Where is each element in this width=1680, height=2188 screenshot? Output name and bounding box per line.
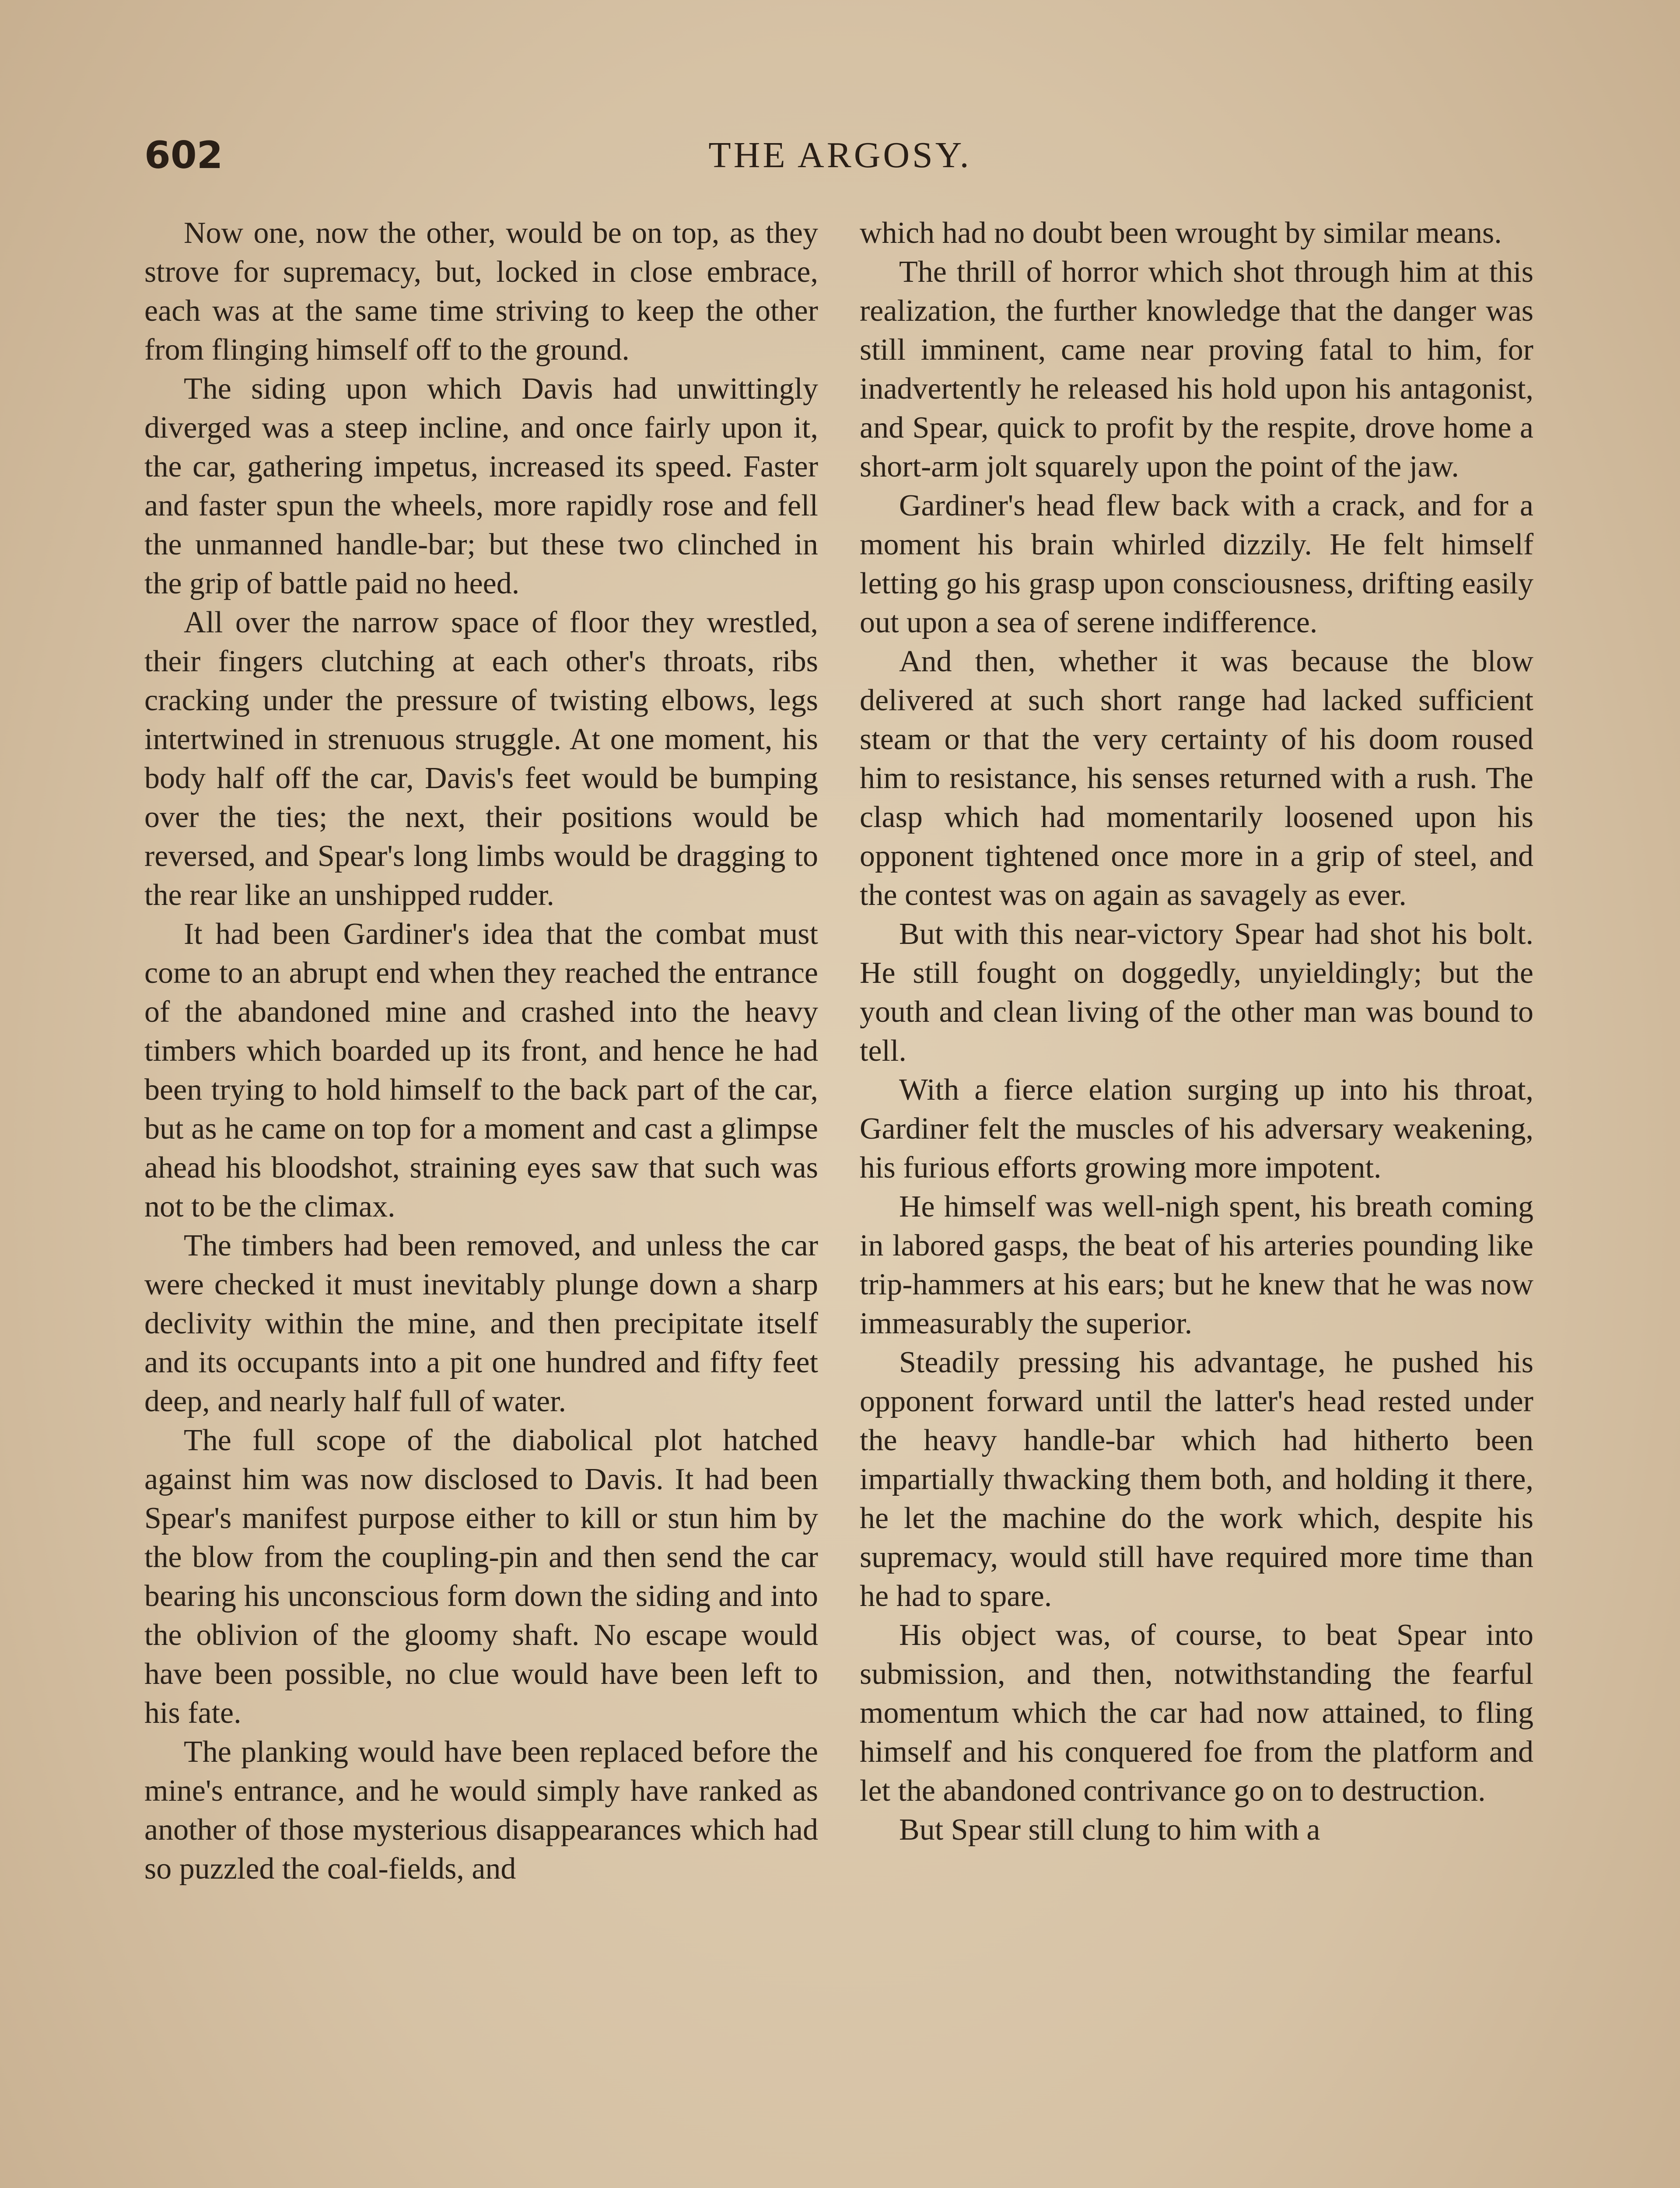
paragraph: Steadily pressing his advantage, he pushed his opponent forward until the latter's head rested under the heavy handle-bar which had hitherto been impartially thwacking them both, and holding it there, he let the machine do the work which, despite his supremacy, would still have required more time than he had to spare. [860, 1346, 1533, 1613]
paragraph: And then, whether it was because the blow delivered at such short range had lacked sufficient steam or that the very certainty of his doom roused him to resistance, his senses returned with a rush. The clasp which had momentarily loosened upon his opponent tightened once more in a grip of steel, and the contest was on again as savagely as ever. [860, 645, 1533, 912]
paragraph: He himself was well-nigh spent, his breath coming in labored gasps, the beat of his arteries pounding like trip-hammers at his ears; but he knew that he was now immeasurably the superior. [860, 1190, 1533, 1340]
page-number: 602 [144, 133, 223, 177]
paragraph: But with this near-victory Spear had shot his bolt. He still fought on doggedly, unyieldingly; but the youth and clean living of the other man was bound to tell. [860, 917, 1533, 1068]
right-column [860, 214, 1533, 1849]
paragraph: All over the narrow space of floor they wrestled, their fingers clutching at each other's throats, ribs cracking under the pressure of twisting elbows, legs intertwined in strenuous struggle. At one moment, his body half off the car, Davis's feet would be bumping over the ties; the next, their positions would be reversed, and Spear's long limbs would be dragging to the rear like an unshipped rudder. [144, 606, 818, 912]
paragraph: With a fierce elation surging up into his throat, Gardiner felt the muscles of his adversary weakening, his furious efforts growing more impotent. [860, 1073, 1533, 1185]
left-column [144, 214, 818, 1888]
paragraph: Now one, now the other, would be on top, as they strove for supremacy, but, locked in close embrace, each was at the same time striving to keep the other from flinging himself off to the ground. [144, 216, 818, 367]
paragraph: Gardiner's head flew back with a crack, and for a moment his brain whirled dizzily. He felt himself letting go his grasp upon consciousness, drifting easily out upon a sea of serene indifference. [860, 489, 1533, 639]
paragraph: The timbers had been removed, and unless the car were checked it must inevitably plunge down a sharp declivity within the mine, and then precipitate itself and its occupants into a pit one hundred and fifty feet deep, and nearly half full of water. [144, 1229, 818, 1418]
paragraph: His object was, of course, to beat Spear into submission, and then, notwithstanding the fearful momentum which the car had now attained, to fling himself and his conquered foe from the platform and let the abandoned contrivance go on to destruction. [860, 1618, 1533, 1808]
page-header [144, 131, 1536, 184]
paragraph: But Spear still clung to him with a [899, 1813, 1320, 1847]
paragraph: It had been Gardiner's idea that the combat must come to an abrupt end when they reached the entrance of the abandoned mine and crashed into the heavy timbers which boarded up its front, and hence he had been trying to hold himself to the back part of the car, but as he came on top for a moment and cast a glimpse ahead his bloodshot, straining eyes saw that such was not to be the climax. [144, 917, 818, 1224]
paragraph: The thrill of horror which shot through him at this realization, the further knowledge that the danger was still imminent, came near proving fatal to him, for inadvertently he released his hold upon his antagonist, and Spear, quick to profit by the respite, drove home a short-arm jolt squarely upon the point of the jaw. [860, 255, 1533, 484]
paragraph: The full scope of the diabolical plot hatched against him was now disclosed to Davis. It had been Spear's manifest purpose either to kill or stun him by the blow from the coupling-pin and then send the car bearing his unconscious form down the siding and into the oblivion of the gloomy shaft. No escape would have been possible, no clue would have been left to his fate. [144, 1424, 818, 1730]
paragraph: The siding upon which Davis had unwittingly diverged was a steep incline, and once fairly upon it, the car, gathering impetus, increased its speed. Faster and faster spun the wheels, more rapidly rose and fell the unmanned handle-bar; but these two clinched in the grip of battle paid no heed. [144, 372, 818, 600]
magazine-title: THE ARGOSY. [708, 135, 972, 175]
paragraph: which had no doubt been wrought by similar means. [860, 216, 1502, 250]
paragraph: The planking would have been replaced before the mine's entrance, and he would simply have ranked as another of those mysterious disappearances which had so puzzled the coal-fields, and [144, 1735, 818, 1886]
